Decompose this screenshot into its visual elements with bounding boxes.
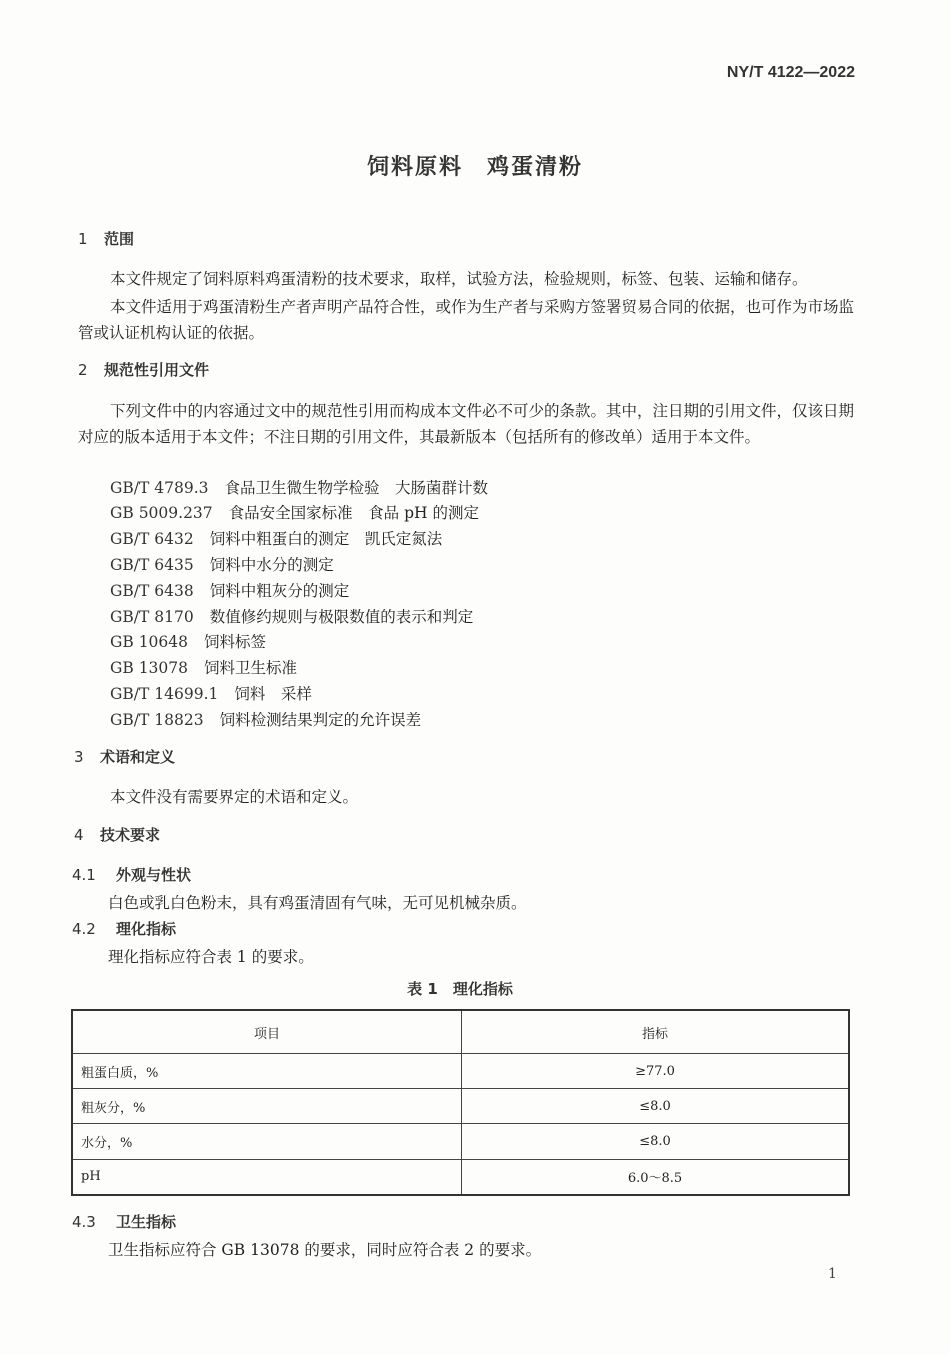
reference-code: GB 5009.237 (110, 504, 213, 522)
reference-item (110, 553, 334, 575)
subsection-number: 4.3 (72, 1213, 96, 1231)
reference-item (110, 656, 297, 678)
section-number: 2 (78, 361, 88, 379)
column-header-item: 项目 (72, 1010, 462, 1054)
subsection-4-2-heading (72, 918, 176, 939)
section-1-heading (78, 228, 134, 249)
reference-name: 饲料中粗蛋白的测定 凯氏定氮法 (209, 530, 443, 548)
section-title: 术语和定义 (100, 748, 176, 766)
standard-number: NY/T 4122—2022 (726, 64, 855, 81)
row-value: ≤8.0 (462, 1089, 850, 1124)
reference-code: GB/T 4789.3 (110, 479, 209, 497)
row-value: 6.0～8.5 (462, 1159, 850, 1195)
reference-code: GB/T 18823 (110, 711, 204, 729)
paragraph: 卫生指标应符合 GB 13078 的要求，同时应符合表 2 的要求。 (108, 1241, 542, 1259)
reference-name: 饲料标签 (204, 633, 267, 651)
reference-name: 数值修约规则与极限数值的表示和判定 (209, 608, 474, 626)
table-row (72, 1159, 849, 1195)
reference-name: 饲料中粗灰分的测定 (209, 582, 350, 600)
table-header-row (72, 1010, 849, 1054)
reference-code: GB 10648 (110, 633, 189, 651)
specification-table (71, 1009, 850, 1196)
row-item: pH (72, 1159, 462, 1195)
reference-code: GB 13078 (110, 659, 189, 677)
section-number: 1 (78, 230, 88, 248)
section-title: 范围 (104, 230, 135, 248)
row-item: 水分，% (72, 1124, 462, 1159)
subsection-title: 理化指标 (116, 920, 177, 938)
reference-name: 饲料检测结果判定的允许误差 (219, 711, 422, 729)
row-value: ≥77.0 (462, 1054, 850, 1089)
table-row (72, 1054, 849, 1089)
reference-name: 饲料卫生标准 (204, 659, 298, 677)
reference-code: GB/T 6438 (110, 582, 194, 600)
reference-item (110, 527, 442, 549)
section-4-heading (74, 824, 160, 845)
section-2-heading (78, 359, 209, 380)
page-number: 1 (828, 1266, 837, 1282)
section-title: 规范性引用文件 (104, 361, 210, 379)
reference-item (110, 501, 479, 523)
reference-item (110, 579, 349, 601)
paragraph: 下列文件中的内容通过文中的规范性引用而构成本文件必不可少的条款。其中，注日期的引用文件，仅该日期对应的版本适用于本文件；不注日期的引用文件，其最新版本（包括所有的修改单）适用于本文件。 (78, 402, 855, 446)
reference-code: GB/T 6432 (110, 530, 194, 548)
subsection-4-3-heading (72, 1211, 176, 1232)
reference-item (110, 605, 473, 627)
table-row (72, 1124, 849, 1159)
paragraph: 理化指标应符合表 1 的要求。 (108, 948, 314, 966)
reference-name: 食品卫生微生物学检验 大肠菌群计数 (224, 479, 489, 497)
paragraph: 本文件适用于鸡蛋清粉生产者声明产品符合性，或作为生产者与采购方签署贸易合同的依据，也可作为市场监管或认证机构认证的依据。 (78, 298, 855, 342)
row-item: 粗灰分，% (72, 1089, 462, 1124)
section-3-heading (74, 746, 175, 767)
reference-item (110, 630, 266, 652)
reference-item (110, 476, 488, 498)
reference-name: 饲料中水分的测定 (209, 556, 334, 574)
subsection-number: 4.2 (72, 920, 96, 938)
table-row (72, 1089, 849, 1124)
reference-code: GB/T 14699.1 (110, 685, 219, 703)
reference-code: GB/T 6435 (110, 556, 194, 574)
row-item: 粗蛋白质，% (72, 1054, 462, 1089)
subsection-4-1-heading (72, 864, 191, 885)
subsection-number: 4.1 (72, 866, 96, 884)
document-title: 饲料原料 鸡蛋清粉 (366, 155, 583, 180)
subsection-title: 外观与性状 (116, 866, 192, 884)
paragraph: 白色或乳白色粉末，具有鸡蛋清固有气味，无可见机械杂质。 (108, 894, 527, 912)
section-number: 3 (74, 748, 84, 766)
row-value: ≤8.0 (462, 1124, 850, 1159)
column-header-value: 指标 (462, 1010, 850, 1054)
section-title: 技术要求 (100, 826, 161, 844)
reference-name: 饲料 采样 (234, 685, 312, 703)
subsection-title: 卫生指标 (116, 1213, 177, 1231)
paragraph: 本文件没有需要界定的术语和定义。 (110, 788, 359, 806)
table-caption: 表 1 理化指标 (407, 980, 513, 998)
reference-item (110, 682, 312, 704)
reference-name: 食品安全国家标准 食品 pH 的测定 (228, 504, 479, 522)
section-number: 4 (74, 826, 84, 844)
reference-code: GB/T 8170 (110, 608, 194, 626)
paragraph: 本文件规定了饲料原料鸡蛋清粉的技术要求，取样，试验方法，检验规则，标签、包装、运输和储存。 (110, 270, 808, 288)
reference-item (110, 708, 421, 730)
